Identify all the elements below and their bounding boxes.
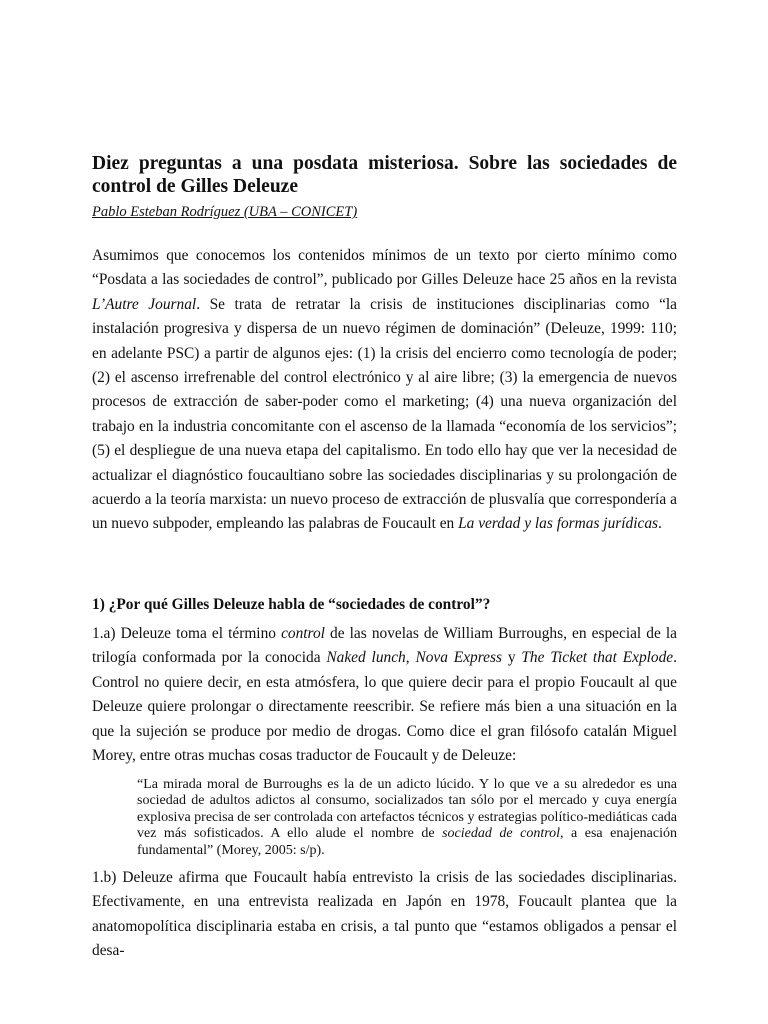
intro-text-3: . <box>658 515 662 533</box>
term-control: control <box>281 625 325 642</box>
paragraph-1b: 1.b) Deleuze afirma que Foucault había entrevisto la crisis de las sociedades disciplinarias. Efectivamente, en una entrevista realizada en Japón en 1978, Foucault plantea que la anatomopolítica disciplinaria estaba en crisis, a tal punto que “estamos obligados a pensar el desa- <box>92 869 677 960</box>
quote-text-1: “La mirada moral de Burroughs es la de un adicto lúcido. Y lo que ve a su alrededor es una sociedad de adultos adictos al consumo, socializados tan sólo por el mercado y cuya energía explosiva precisa de ser controlada con artefactos técnicos y estrategias político-mediáticas cada vez más sofisticados. A ello alude el nombre de <box>137 777 677 842</box>
section-heading: 1) ¿Por qué Gilles Deleuze habla de “sociedades de control”? <box>92 596 491 613</box>
document-title: Diez preguntas a una posdata misteriosa. Sobre las sociedades de control de Gilles Deleuze <box>92 153 677 197</box>
novel-title: The Ticket that Explode <box>521 649 674 667</box>
separator: y <box>501 649 522 667</box>
quote-term: sociedad de control <box>442 826 561 842</box>
intro-text-1: Asumimos que conocemos los contenidos mínimos de un texto por cierto mínimo como “Posdata a las sociedades de control”, publicado por Gilles Deleuze hace 25 años en la revista <box>92 247 677 289</box>
novel-title: Naked lunch <box>326 649 406 667</box>
block-quote <box>137 777 677 859</box>
journal-title: L’Autre Journal <box>92 295 197 313</box>
paragraph-1a <box>92 622 677 768</box>
separator: , <box>405 649 416 667</box>
quote-text-2: , a esa enajenación fundamental” (Morey, 2005: s/p). <box>137 826 677 858</box>
novel-title: Nova Express <box>415 649 502 667</box>
author-line: Pablo Esteban Rodríguez (UBA – CONICET) <box>92 204 358 220</box>
intro-text-2: . Se trata de retratar la crisis de instituciones disciplinarias como “la instalación progresiva y dispersa de un nuevo régimen de dominación” (Deleuze, 1999: 110; en adelante PSC) a partir de algunos ejes: (1) la crisis del encierro como tecnología de poder; (2) el ascenso irrefrenable del control electrónico y al aire libre; (3) la emergencia de nuevos procesos de extracción de saber-poder como el marketing; (4) una nueva organización del trabajo en la industria concomitante con el ascenso de la llamada “economía de los servicios”; (5) el despliegue de una nueva etapa del capitalismo. En todo ello hay que ver la necesidad de actualizar el diagnóstico foucaultiano sobre las sociedades disciplinarias y su prolongación de acuerdo a la teoría marxista: un nuevo proceso de extracción de plusvalía que correspondería a un nuevo subpoder, empleando las palabras de Foucault en <box>92 295 678 533</box>
paragraph-1a-text-2: de las novelas de William Burroughs, en especial de la trilogía conformada por la conocida <box>92 625 677 667</box>
book-title: La verdad y las formas jurídicas <box>458 515 659 533</box>
intro-paragraph <box>92 244 677 537</box>
paragraph-1a-text-1: 1.a) Deleuze toma el término <box>92 625 282 642</box>
paragraph-1a-text-3: . Control no quiere decir, en esta atmósfera, lo que quiere decir para el propio Foucault al que Deleuze quiere prolongar o directamente reescribir. Se refiere más bien a una situación en la que la sujeción se produce por medio de drogas. Como dice el gran filósofo catalán Miguel Morey, entre otras muchas cosas traductor de Foucault y de Deleuze: <box>92 649 678 765</box>
